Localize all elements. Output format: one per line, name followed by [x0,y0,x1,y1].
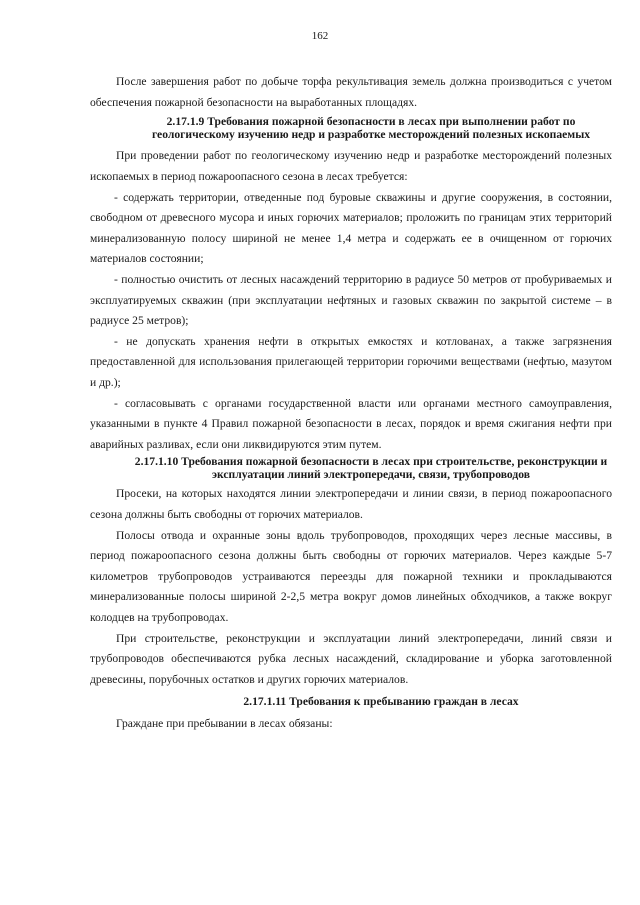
paragraph-power-lines: Просеки, на которых находятся линии электропередачи и линии связи, в период пожароопасного сезона должны быть свободны от горючих материалов. [90,487,612,522]
paragraph-citizens: Граждане при пребывании в лесах обязаны: [116,717,333,731]
section-heading-2-17-1-10: 2.17.1.10 Требования пожарной безопасности в лесах при строительстве, реконструкции и эксплуатации линий электропередачи, связи, трубопроводов [134,455,608,481]
page-content [90,72,612,735]
list-item-clear-radius: - полностью очистить от лесных насаждений территорию в радиусе 50 метров от пробуриваемых и эксплуатируемых скважин (при эксплуатации нефтяных и газовых скважин по закрытой системе – в радиусе 25 метров); [90,272,612,328]
list-item-oil-burning: - согласовывать с органами государственной власти или органами местного самоуправления, указанными в пункте 4 Правил пожарной безопасности в лесах, порядок и время сжигания нефти при аварийных разливах, если они ликвидируются этим путем. [90,396,612,451]
section-heading-2-17-1-9: 2.17.1.9 Требования пожарной безопасности в лесах при выполнении работ по геологическому изучению недр и разработке месторождений полезных ископаемых [151,115,591,141]
section-heading-2-17-1-11: 2.17.1.11 Требования к пребыванию граждан в лесах [243,695,519,709]
list-item-oil-storage: - не допускать хранения нефти в открытых емкостях и котлованах, а также загрязнения предоставленной для использования прилегающей территории горючими веществами (нефтью, мазутом и др.); [90,334,612,389]
list-item-drilling-territory: - содержать территории, отведенные под буровые скважины и другие сооружения, в состоянии, свободном от древесного мусора и иных горючих материалов; проложить по границам этих территорий минерализованную полосу шириной не менее 1,4 метра и содержать ее в очищенном от горючих материалов состоянии; [90,190,612,266]
page-number: 162 [311,30,329,42]
paragraph-construction: При строительстве, реконструкции и эксплуатации линий электропередачи, линий связи и трубопроводов обеспечиваются рубка лесных насаждений, складирование и уборка заготовленной древесины, порубочных остатков и других горючих материалов. [90,631,612,686]
paragraph-peat-reclamation: После завершения работ по добыче торфа рекультивация земель должна производиться с учетом обеспечения пожарной безопасности на выработанных площадях. [90,75,612,109]
paragraph-pipelines: Полосы отвода и охранные зоны вдоль трубопроводов, проходящих через лесные массивы, в период пожароопасного сезона должны быть свободны от горючих материалов. Через каждые 5-7 километров трубопроводов устраиваются переезды для пожарной техники и прокладываются минерализованные полосы шириной 2-2,5 метра вокруг домов линейных обходчиков, а также вокруг колодцев на трубопроводах. [90,528,612,625]
paragraph-geology-intro: При проведении работ по геологическому изучению недр и разработке месторождений полезных ископаемых в период пожароопасного сезона в лесах требуется: [90,149,612,183]
